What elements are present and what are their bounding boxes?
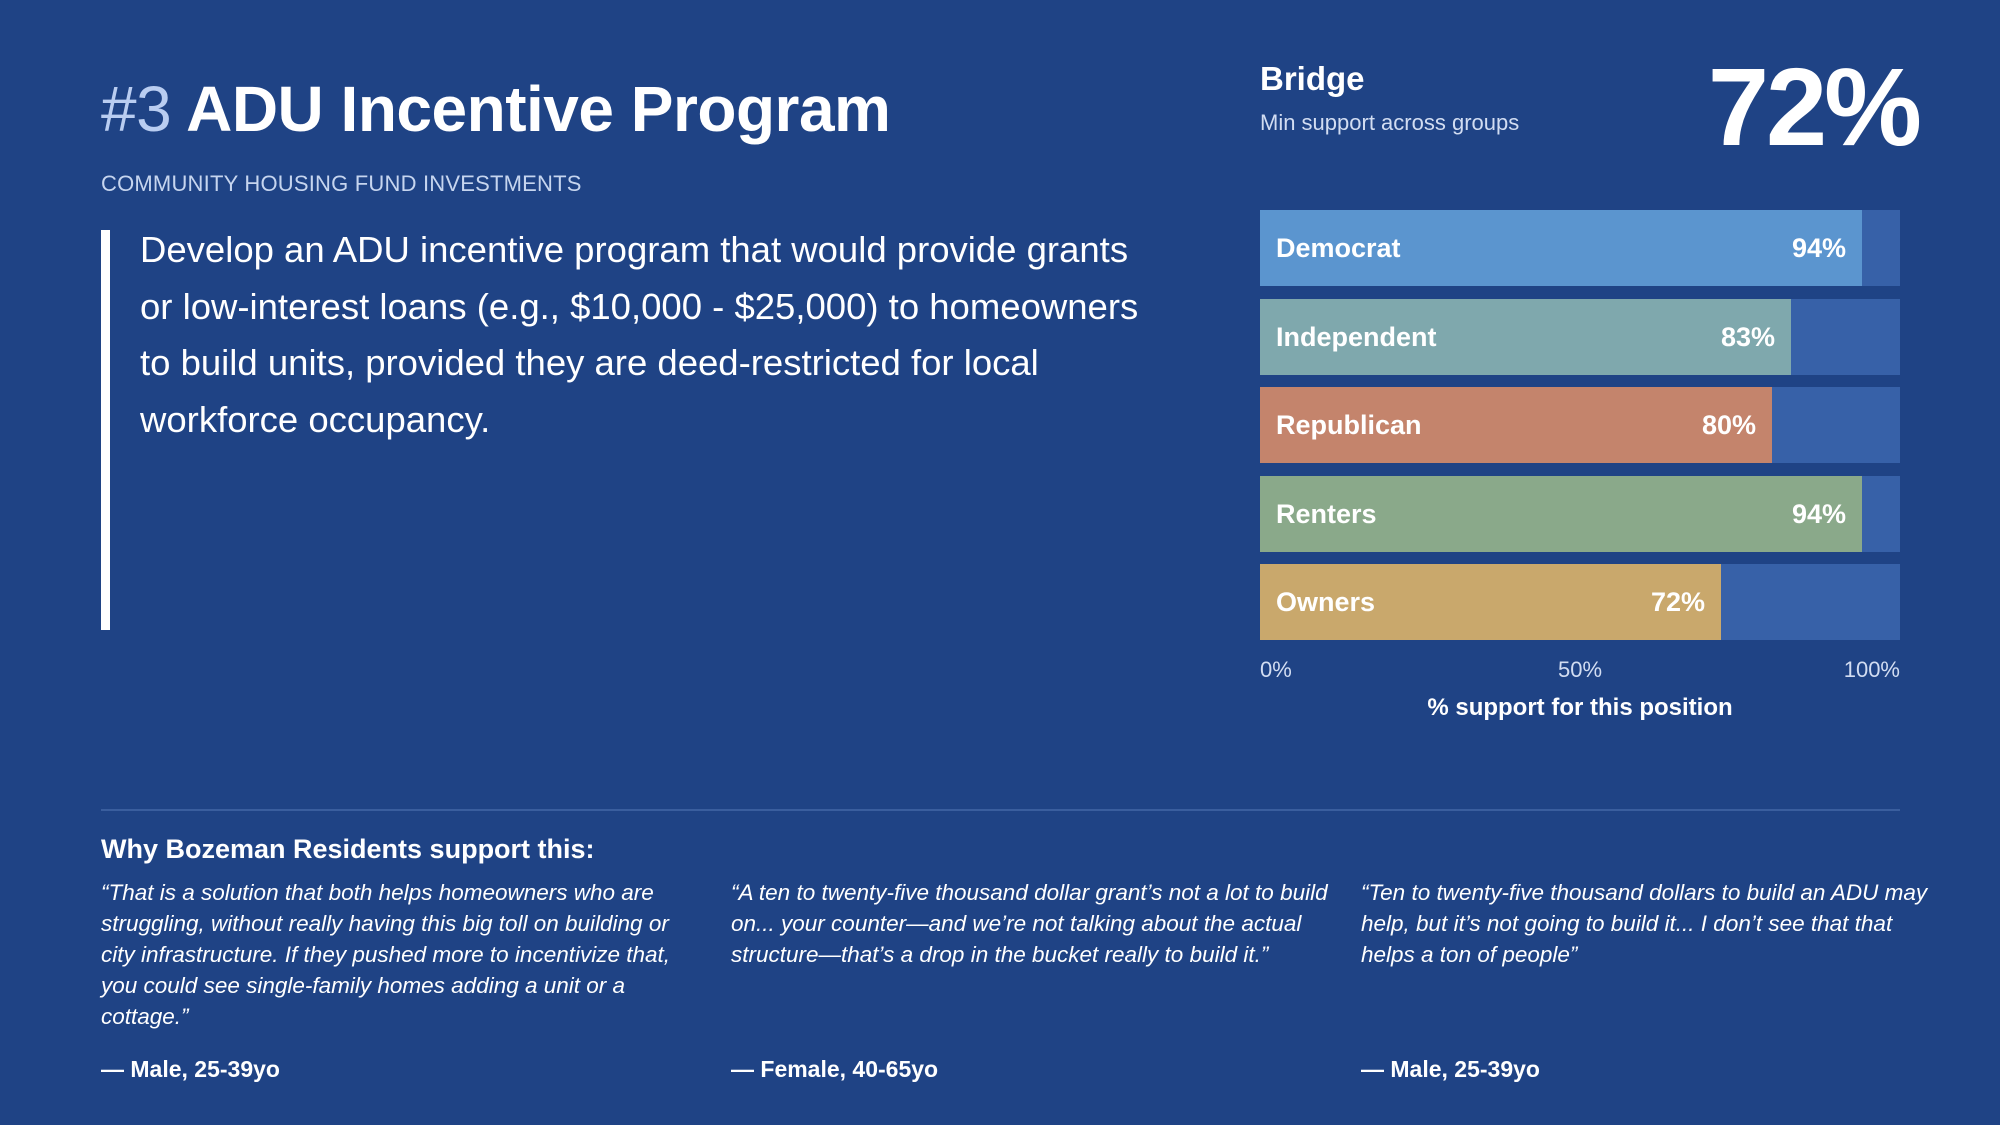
x-axis-title: % support for this position bbox=[1427, 694, 1733, 721]
support-bar-chart bbox=[1260, 210, 1900, 740]
program-description: Develop an ADU incentive program that would provide grants or low-interest loans (e.g., $10,000 - $25,000) to homeowners to build units, provided they are deed-restricted for local workforce occupancy. bbox=[140, 229, 1139, 440]
x-tick-100: 100% bbox=[1843, 657, 1900, 682]
bar-track-independent bbox=[1260, 299, 1900, 375]
bar-label-independent: Independent bbox=[1276, 321, 1437, 352]
bar-value-democrat: 94% bbox=[1791, 233, 1846, 263]
quote-2: “A ten to twenty-five thousand dollar grant’s not a lot to build on... your counter—and we’re not talking about the actual structure—that’s a drop in the bucket really to build it.” bbox=[731, 880, 1328, 967]
bridge-sublabel: Min support across groups bbox=[1260, 110, 1520, 135]
page-title bbox=[101, 64, 890, 154]
quote-1: “That is a solution that both helps homeowners who are struggling, without really having this big toll on building or city infrastructure. If they pushed more to incentivize that, you could see single-family homes adding a unit or a cottage.” bbox=[101, 880, 671, 1029]
section-divider bbox=[101, 809, 1900, 811]
x-tick-50: 50% bbox=[1557, 657, 1603, 682]
bar-label-democrat: Democrat bbox=[1276, 233, 1401, 263]
x-tick-0: 0% bbox=[1260, 657, 1292, 682]
title-text: ADU Incentive Program bbox=[186, 73, 891, 145]
bar-value-renters: 94% bbox=[1791, 498, 1846, 529]
quote-1-attribution: — Male, 25-39yo bbox=[101, 1056, 280, 1082]
bar-value-republican: 80% bbox=[1701, 410, 1756, 440]
bar-track-owners bbox=[1260, 564, 1900, 640]
category-subtitle: COMMUNITY HOUSING FUND INVESTMENTS bbox=[101, 171, 582, 196]
quote-3: “Ten to twenty-five thousand dollars to build an ADU may help, but it’s not going to build it... I don’t see that that helps a ton of people” bbox=[1361, 880, 1928, 967]
bar-label-republican: Republican bbox=[1276, 410, 1422, 440]
bar-track-renters bbox=[1260, 476, 1900, 552]
bar-label-renters: Renters bbox=[1276, 498, 1377, 529]
bar-label-owners: Owners bbox=[1276, 587, 1376, 617]
quote-3-attribution: — Male, 25-39yo bbox=[1361, 1056, 1540, 1082]
bridge-value: 72% bbox=[1707, 46, 1919, 169]
quote-2-attribution: — Female, 40-65yo bbox=[731, 1056, 939, 1082]
bridge-label: Bridge bbox=[1260, 60, 1365, 97]
why-heading: Why Bozeman Residents support this: bbox=[101, 834, 595, 864]
bar-track-democrat bbox=[1260, 210, 1900, 286]
bar-value-independent: 83% bbox=[1720, 321, 1775, 352]
rank-number: #3 bbox=[101, 73, 172, 145]
bar-track-republican bbox=[1260, 387, 1900, 463]
quote-accent-bar bbox=[101, 230, 110, 630]
bar-value-owners: 72% bbox=[1650, 587, 1705, 617]
